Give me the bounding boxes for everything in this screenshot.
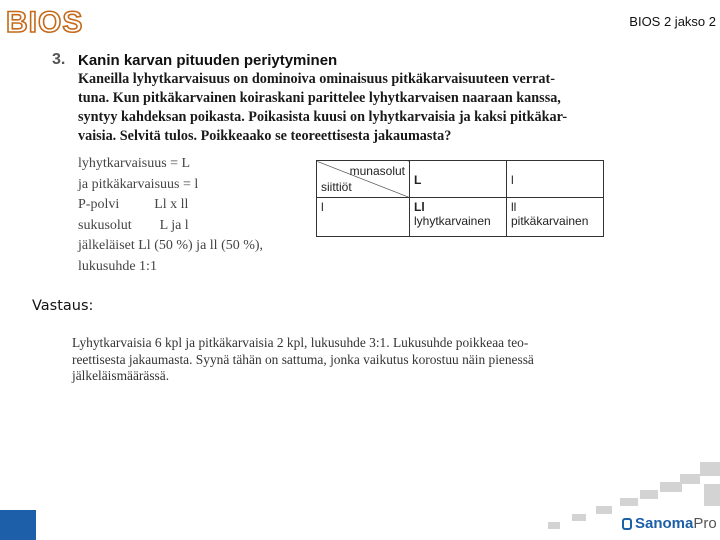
question-line: syntyy kahdeksan poikasta. Poikasista kuusi on lyhytkarvaisia ja kaksi pitkäkar- [78,109,568,125]
decor-square [596,506,612,514]
answer-text [72,335,632,385]
question-line: tuna. Kun pitkäkarvainen koiraskani parittelee lyhytkarvaisen naaraan kanssa, [78,90,561,106]
given-line: lukusuhde 1:1 [78,258,157,274]
given-line: sukusolut L ja l [78,217,189,233]
task-number: 3. [52,51,66,68]
cell-Ll-phenotype: lyhytkarvainen [414,214,491,228]
task-question [78,70,618,146]
decor-square [704,484,720,506]
cell-Ll [410,198,507,237]
bios-logo: BIOS [6,6,84,39]
given-line: lyhytkarvaisuus = L [78,156,191,171]
answer-line: reettisesta jakaumasta. Syynä tähän on sattuma, jonka vaikutus korostuu näin pienessä [72,351,534,367]
decor-square [572,514,586,521]
task-title: Kanin karvan pituuden periytyminen [78,52,338,69]
cell-ll-genotype: ll [511,200,517,214]
decor-square [640,490,658,499]
answer-label: Vastaus: [32,298,94,314]
given-line: P-polvi Ll x ll [78,197,189,212]
given-line: ja pitkäkarvaisuus = l [78,176,199,192]
cell-ll [507,198,604,237]
answer-line: Lyhytkarvaisia 6 kpl ja pitkäkarvaisia 2 kpl, lukusuhde 3:1. Lukusuhde poikkeaa teo- [72,335,529,350]
slide-title: BIOS 2 jakso 2 [629,14,716,29]
sanomapro-logo [622,515,717,532]
decor-square [700,462,720,476]
answer-line: jälkeläismäärässä. [72,368,170,383]
row-header-l: l [317,198,410,237]
question-line: vaisia. Selvitä tulos. Poikkeaako se teoreettisesta jakaumasta? [78,128,452,144]
punnett-square [316,160,604,237]
column-header-l: l [507,161,604,198]
cell-ll-phenotype: pitkäkarvainen [511,214,589,228]
brand-suffix: Pro [693,515,717,532]
question-line: Kaneilla lyhytkarvaisuus on dominoiva ominaisuus pitkäkarvaisuuteen verrat- [78,71,555,87]
brand-main: Sanoma [635,515,694,532]
header-sperm-cells: siittiöt [321,180,352,194]
decor-square [548,522,560,529]
decor-square [680,474,700,484]
given-line: jälkeläiset Ll (50 %) ja ll (50 %), [78,238,264,253]
punnett-corner [317,161,410,198]
decor-square [620,498,638,506]
footer-blue-block [0,510,36,540]
column-header-L: L [410,161,507,198]
header-egg-cells: munasolut [349,164,405,178]
decor-square [660,482,682,492]
given-information [78,154,318,277]
sanoma-logo-icon [622,518,632,530]
cell-Ll-genotype: Ll [414,200,425,214]
